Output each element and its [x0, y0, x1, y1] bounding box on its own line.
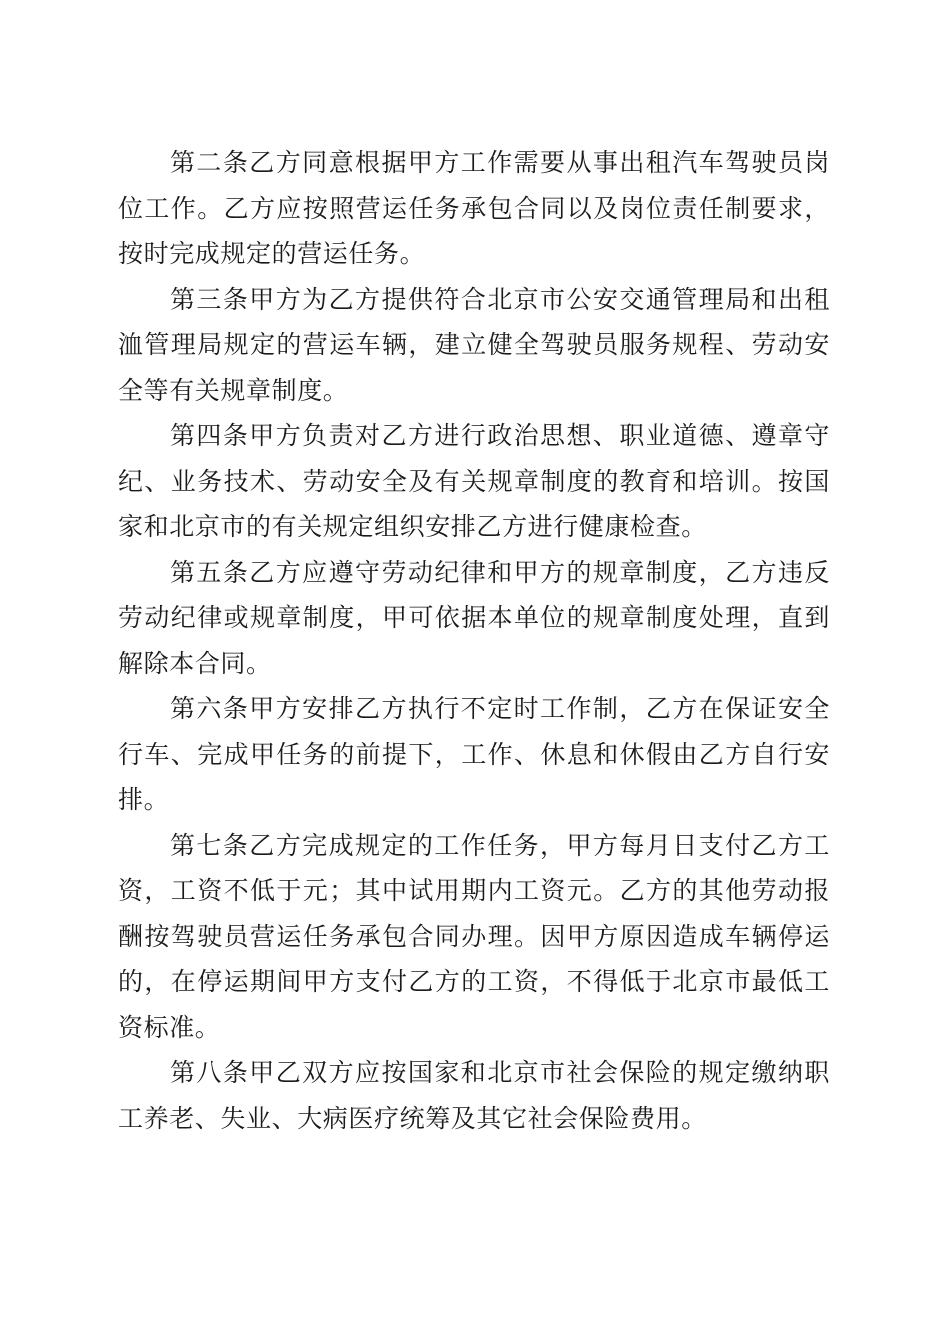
article-6-paragraph: 第六条甲方安排乙方执行不定时工作制，乙方在保证安全行车、完成甲任务的前提下，工作、休息和休假由乙方自行安排。: [118, 694, 830, 814]
article-3-paragraph: 第三条甲方为乙方提供符合北京市公安交通管理局和出租洫管理局规定的营运车辆，建立健全驾驶员服务规程、劳动安全等有关规章制度。: [118, 284, 830, 405]
contract-body: [118, 140, 830, 1141]
article-4-paragraph: 第四条甲方负责对乙方进行政治思想、职业道德、遵章守纪、业务技术、劳动安全及有关规章制度的教育和培训。按国家和北京市的有关规定组织安排乙方进行健康检查。: [118, 421, 830, 541]
article-7-paragraph: 第七条乙方完成规定的工作任务，甲方每月日支付乙方工资，工资不低于元；其中试用期内工资元。乙方的其他劳动报酬按驾驶员营运任务承包合同办理。因甲方原因造成车辆停运的，在停运期间甲方支付乙方的工资，不得低于北京市最低工资标准。: [118, 830, 830, 1042]
article-5-paragraph: 第五条乙方应遵守劳动纪律和甲方的规章制度，乙方违反劳动纪律或规章制度，甲可依据本单位的规章制度处理，直到解除本合同。: [118, 557, 830, 678]
article-2-paragraph: 第二条乙方同意根据甲方工作需要从事出租汽车驾驶员岗位工作。乙方应按照营运任务承包合同以及岗位责任制要求，按时完成规定的营运任务。: [118, 148, 830, 268]
article-8-paragraph: 第八条甲乙双方应按国家和北京市社会保险的规定缴纳职工养老、失业、大病医疗统筹及其它社会保险费用。: [118, 1058, 830, 1133]
